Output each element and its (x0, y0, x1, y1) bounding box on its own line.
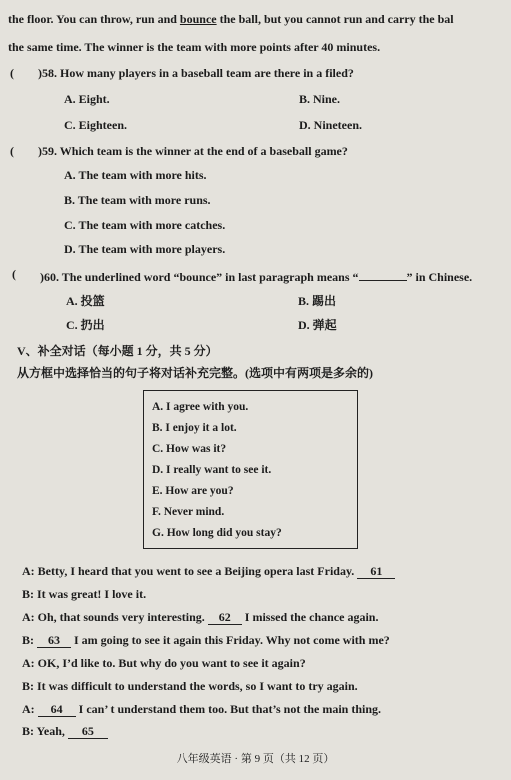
dialogue-line: A: Oh, that sounds very interesting. 62 I missed the chance again. (22, 610, 379, 624)
choice-item: B. I enjoy it a lot. (152, 422, 237, 434)
option: C. Eighteen. (64, 118, 127, 132)
answer-blank: 63 (37, 634, 71, 648)
dialogue-line: B: 63 I am going to see it again this Friday. Why not come with me? (22, 633, 390, 647)
choice-item: F. Never mind. (152, 506, 225, 518)
underlined-word: bounce (179, 12, 217, 26)
question-59: )59. Which team is the winner at the end of a baseball game? (38, 144, 348, 158)
option: C. 扔出 (66, 318, 105, 332)
choice-item: C. How was it? (152, 443, 227, 455)
answer-blank (359, 267, 407, 281)
option: D. Nineteen. (299, 118, 362, 132)
choice-box (143, 390, 358, 549)
option: C. The team with more catches. (64, 218, 226, 232)
choice-item: G. How long did you stay? (152, 527, 282, 539)
option: B. 踢出 (298, 294, 337, 308)
choice-item: A. I agree with you. (152, 401, 249, 413)
page-footer: 八年级英语 · 第 9 页（共 12 页） (176, 753, 335, 765)
option: D. The team with more players. (64, 242, 226, 256)
dialogue-line: B: It was difficult to understand the words, so I want to try again. (22, 679, 358, 693)
dialogue-line: B: It was great! I love it. (22, 587, 147, 601)
option: A. The team with more hits. (64, 168, 207, 182)
answer-blank: 62 (208, 611, 242, 625)
dialogue-line: B: Yeah, 65 (22, 724, 108, 739)
option: A. Eight. (64, 92, 110, 106)
option: D. 弹起 (298, 318, 337, 332)
answer-blank: 65 (68, 725, 108, 739)
passage-line: the same time. The winner is the team with more points after 40 minutes. (8, 40, 381, 54)
answer-paren: ( (10, 144, 14, 158)
answer-paren: ( (12, 267, 16, 281)
option: A. 投篮 (66, 294, 105, 308)
answer-paren: ( (10, 66, 14, 80)
choice-item: D. I really want to see it. (152, 464, 272, 476)
answer-blank: 61 (357, 565, 395, 579)
question-60: )60. The underlined word “bounce” in last paragraph means “ ” in Chinese. (40, 267, 472, 285)
choice-item: E. How are you? (152, 485, 234, 497)
question-58: )58. How many players in a baseball team are there in a filed? (38, 66, 354, 80)
dialogue-line: A: OK, I’d like to. But why do you want to see it again? (22, 656, 306, 670)
answer-blank: 64 (38, 703, 76, 717)
option: B. Nine. (299, 92, 341, 106)
section-instruction: 从方框中选择恰当的句子将对话补充完整。(选项中有两项是多余的) (17, 366, 373, 380)
dialogue-line: A: 64 I can’ t understand them too. But that’s not the main thing. (22, 702, 382, 716)
section-title: V、补全对话（每小题 1 分，共 5 分） (17, 344, 218, 358)
passage-line: the floor. You can throw, run and bounce the ball, but you cannot run and carry the bal (8, 12, 454, 26)
dialogue-line: A: Betty, I heard that you went to see a Beijing opera last Friday. 61 (22, 564, 395, 579)
option: B. The team with more runs. (64, 193, 211, 207)
